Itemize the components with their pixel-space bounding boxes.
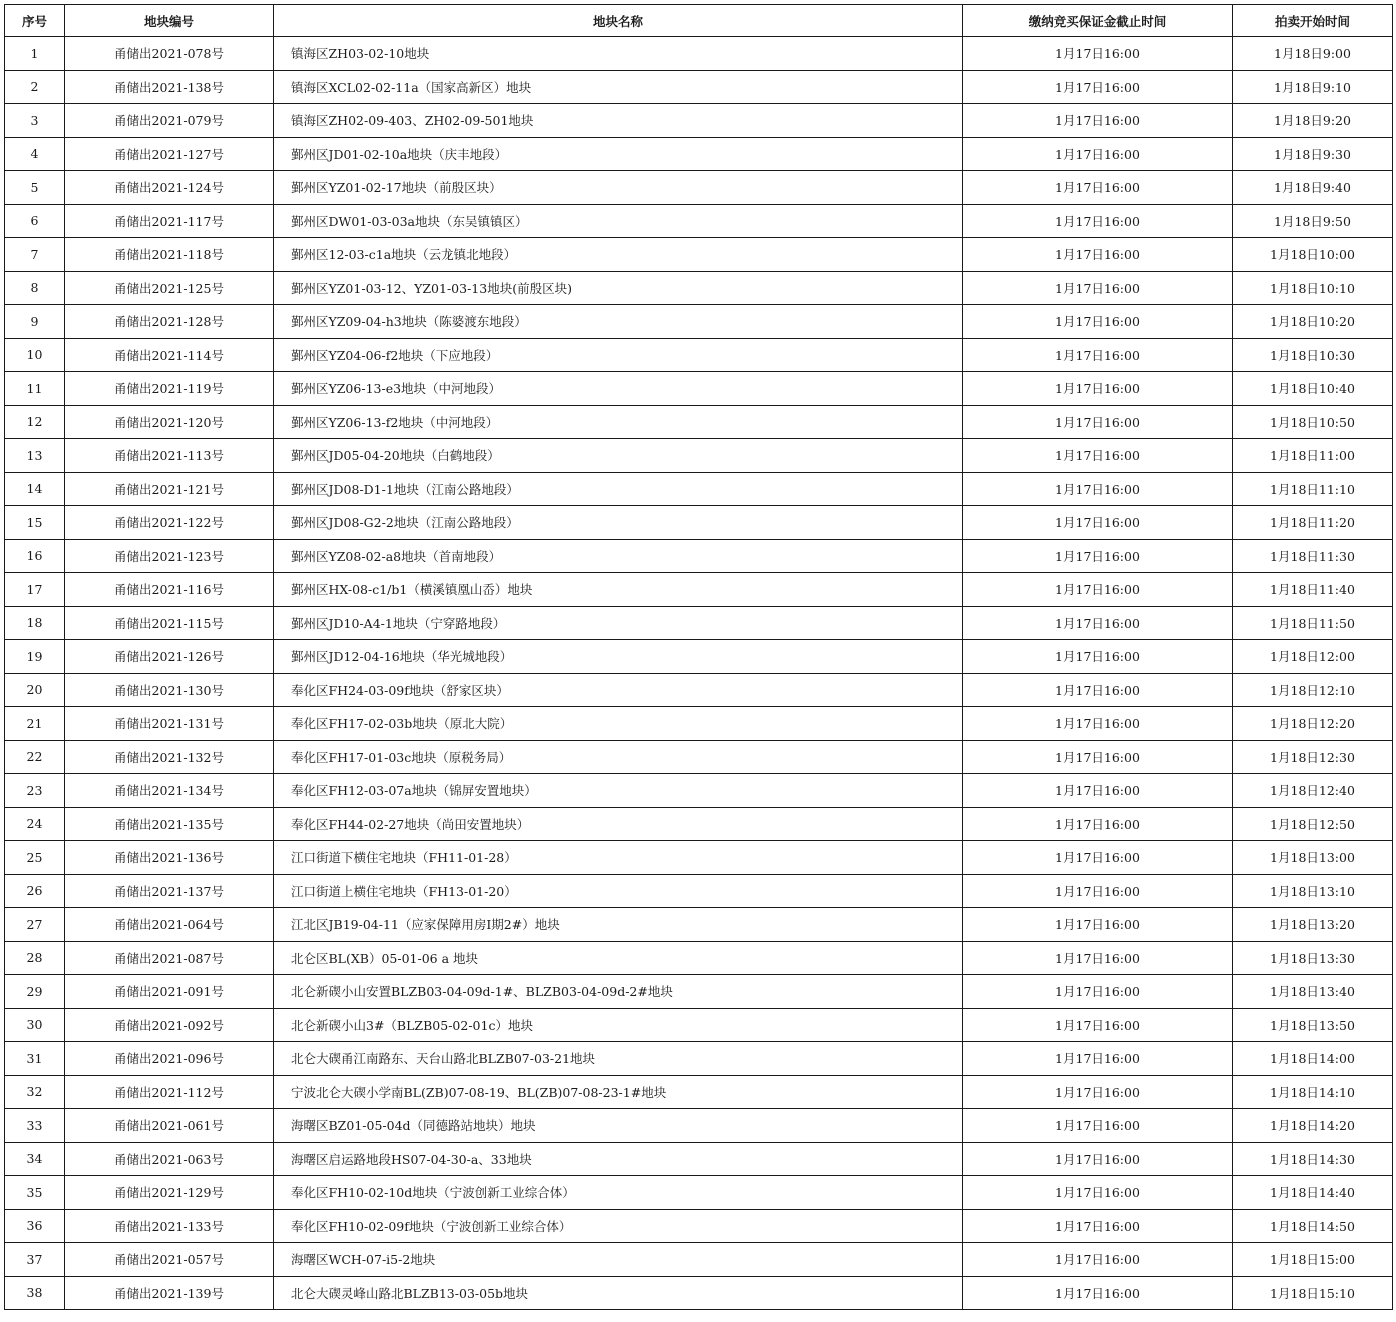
- table-row: [5, 104, 1393, 138]
- deposit-deadline-cell: 1月17日16:00: [963, 204, 1233, 238]
- plot-number-cell: 甬储出2021-092号: [65, 1008, 274, 1042]
- plot-number-cell: 甬储出2021-116号: [65, 573, 274, 607]
- deposit-deadline-cell: 1月17日16:00: [963, 1176, 1233, 1210]
- table-row: [5, 1176, 1393, 1210]
- plot-name-cell: 宁波北仑大碶小学南BL(ZB)07-08-19、BL(ZB)07-08-23-1#地块: [274, 1075, 963, 1109]
- auction-start-cell: 1月18日9:00: [1233, 37, 1393, 71]
- plot-number-cell: 甬储出2021-087号: [65, 941, 274, 975]
- header-deposit-deadline: 缴纳竞买保证金截止时间: [963, 5, 1233, 37]
- plot-name-cell: 鄞州区JD10-A4-1地块（宁穿路地段）: [274, 606, 963, 640]
- auction-start-cell: 1月18日12:00: [1233, 640, 1393, 674]
- plot-number-cell: 甬储出2021-131号: [65, 707, 274, 741]
- auction-start-cell: 1月18日14:00: [1233, 1042, 1393, 1076]
- table-row: [5, 874, 1393, 908]
- deposit-deadline-cell: 1月17日16:00: [963, 305, 1233, 339]
- plot-name-cell: 北仑新碶小山安置BLZB03-04-09d-1#、BLZB03-04-09d-2#地块: [274, 975, 963, 1009]
- deposit-deadline-cell: 1月17日16:00: [963, 372, 1233, 406]
- table-row: [5, 70, 1393, 104]
- deposit-deadline-cell: 1月17日16:00: [963, 941, 1233, 975]
- table-row: [5, 238, 1393, 272]
- auction-start-cell: 1月18日13:30: [1233, 941, 1393, 975]
- deposit-deadline-cell: 1月17日16:00: [963, 338, 1233, 372]
- plot-number-cell: 甬储出2021-123号: [65, 539, 274, 573]
- auction-start-cell: 1月18日14:10: [1233, 1075, 1393, 1109]
- plot-number-cell: 甬储出2021-137号: [65, 874, 274, 908]
- table-header-row: [5, 5, 1393, 37]
- index-cell: 13: [5, 439, 65, 473]
- plot-number-cell: 甬储出2021-079号: [65, 104, 274, 138]
- table-row: [5, 439, 1393, 473]
- plot-name-cell: 北仑大碶甬江南路东、天台山路北BLZB07-03-21地块: [274, 1042, 963, 1076]
- plot-number-cell: 甬储出2021-119号: [65, 372, 274, 406]
- plot-number-cell: 甬储出2021-091号: [65, 975, 274, 1009]
- deposit-deadline-cell: 1月17日16:00: [963, 640, 1233, 674]
- auction-start-cell: 1月18日13:40: [1233, 975, 1393, 1009]
- table-row: [5, 673, 1393, 707]
- plot-name-cell: 镇海区ZH02-09-403、ZH02-09-501地块: [274, 104, 963, 138]
- table-row: [5, 1042, 1393, 1076]
- index-cell: 4: [5, 137, 65, 171]
- plot-number-cell: 甬储出2021-121号: [65, 472, 274, 506]
- index-cell: 21: [5, 707, 65, 741]
- auction-start-cell: 1月18日13:10: [1233, 874, 1393, 908]
- auction-start-cell: 1月18日14:20: [1233, 1109, 1393, 1143]
- auction-start-cell: 1月18日14:40: [1233, 1176, 1393, 1210]
- auction-start-cell: 1月18日12:40: [1233, 774, 1393, 808]
- index-cell: 8: [5, 271, 65, 305]
- table-row: [5, 305, 1393, 339]
- deposit-deadline-cell: 1月17日16:00: [963, 1209, 1233, 1243]
- index-cell: 28: [5, 941, 65, 975]
- plot-name-cell: 鄞州区DW01-03-03a地块（东吴镇镇区）: [274, 204, 963, 238]
- deposit-deadline-cell: 1月17日16:00: [963, 1142, 1233, 1176]
- plot-name-cell: 镇海区ZH03-02-10地块: [274, 37, 963, 71]
- plot-name-cell: 江北区JB19-04-11（应家保障用房I期2#）地块: [274, 908, 963, 942]
- index-cell: 25: [5, 841, 65, 875]
- table-row: [5, 841, 1393, 875]
- plot-number-cell: 甬储出2021-117号: [65, 204, 274, 238]
- table-row: [5, 908, 1393, 942]
- table-row: [5, 1075, 1393, 1109]
- table-row: [5, 1142, 1393, 1176]
- index-cell: 35: [5, 1176, 65, 1210]
- index-cell: 1: [5, 37, 65, 71]
- index-cell: 33: [5, 1109, 65, 1143]
- auction-start-cell: 1月18日12:10: [1233, 673, 1393, 707]
- plot-number-cell: 甬储出2021-061号: [65, 1109, 274, 1143]
- plot-name-cell: 奉化区FH10-02-10d地块（宁波创新工业综合体）: [274, 1176, 963, 1210]
- table-body: [5, 37, 1393, 1310]
- land-auction-table: [4, 4, 1393, 1310]
- index-cell: 6: [5, 204, 65, 238]
- index-cell: 17: [5, 573, 65, 607]
- deposit-deadline-cell: 1月17日16:00: [963, 573, 1233, 607]
- deposit-deadline-cell: 1月17日16:00: [963, 673, 1233, 707]
- table-row: [5, 405, 1393, 439]
- plot-name-cell: 鄞州区YZ06-13-e3地块（中河地段）: [274, 372, 963, 406]
- table-row: [5, 606, 1393, 640]
- plot-name-cell: 北仑新碶小山3#（BLZB05-02-01c）地块: [274, 1008, 963, 1042]
- deposit-deadline-cell: 1月17日16:00: [963, 137, 1233, 171]
- deposit-deadline-cell: 1月17日16:00: [963, 1109, 1233, 1143]
- deposit-deadline-cell: 1月17日16:00: [963, 70, 1233, 104]
- deposit-deadline-cell: 1月17日16:00: [963, 506, 1233, 540]
- plot-name-cell: 鄞州区YZ06-13-f2地块（中河地段）: [274, 405, 963, 439]
- deposit-deadline-cell: 1月17日16:00: [963, 807, 1233, 841]
- table-row: [5, 506, 1393, 540]
- index-cell: 26: [5, 874, 65, 908]
- index-cell: 7: [5, 238, 65, 272]
- index-cell: 23: [5, 774, 65, 808]
- auction-start-cell: 1月18日13:50: [1233, 1008, 1393, 1042]
- deposit-deadline-cell: 1月17日16:00: [963, 104, 1233, 138]
- deposit-deadline-cell: 1月17日16:00: [963, 707, 1233, 741]
- auction-start-cell: 1月18日11:10: [1233, 472, 1393, 506]
- table-row: [5, 707, 1393, 741]
- auction-start-cell: 1月18日15:00: [1233, 1243, 1393, 1277]
- deposit-deadline-cell: 1月17日16:00: [963, 472, 1233, 506]
- plot-number-cell: 甬储出2021-133号: [65, 1209, 274, 1243]
- plot-name-cell: 海曙区WCH-07-i5-2地块: [274, 1243, 963, 1277]
- plot-name-cell: 奉化区FH44-02-27地块（尚田安置地块）: [274, 807, 963, 841]
- auction-start-cell: 1月18日10:40: [1233, 372, 1393, 406]
- index-cell: 34: [5, 1142, 65, 1176]
- plot-number-cell: 甬储出2021-139号: [65, 1276, 274, 1310]
- deposit-deadline-cell: 1月17日16:00: [963, 774, 1233, 808]
- index-cell: 22: [5, 740, 65, 774]
- deposit-deadline-cell: 1月17日16:00: [963, 1008, 1233, 1042]
- auction-start-cell: 1月18日9:10: [1233, 70, 1393, 104]
- auction-start-cell: 1月18日12:20: [1233, 707, 1393, 741]
- index-cell: 5: [5, 171, 65, 205]
- table-row: [5, 740, 1393, 774]
- index-cell: 16: [5, 539, 65, 573]
- index-cell: 20: [5, 673, 65, 707]
- plot-name-cell: 奉化区FH12-03-07a地块（锦屏安置地块）: [274, 774, 963, 808]
- table-row: [5, 941, 1393, 975]
- deposit-deadline-cell: 1月17日16:00: [963, 238, 1233, 272]
- table-row: [5, 372, 1393, 406]
- plot-number-cell: 甬储出2021-064号: [65, 908, 274, 942]
- plot-name-cell: 鄞州区YZ01-03-12、YZ01-03-13地块(前殷区块): [274, 271, 963, 305]
- index-cell: 24: [5, 807, 65, 841]
- deposit-deadline-cell: 1月17日16:00: [963, 539, 1233, 573]
- index-cell: 36: [5, 1209, 65, 1243]
- table-row: [5, 1209, 1393, 1243]
- plot-number-cell: 甬储出2021-132号: [65, 740, 274, 774]
- index-cell: 12: [5, 405, 65, 439]
- index-cell: 31: [5, 1042, 65, 1076]
- plot-number-cell: 甬储出2021-125号: [65, 271, 274, 305]
- auction-start-cell: 1月18日11:30: [1233, 539, 1393, 573]
- table-row: [5, 1109, 1393, 1143]
- deposit-deadline-cell: 1月17日16:00: [963, 1276, 1233, 1310]
- index-cell: 32: [5, 1075, 65, 1109]
- plot-number-cell: 甬储出2021-134号: [65, 774, 274, 808]
- table-row: [5, 1243, 1393, 1277]
- plot-name-cell: 奉化区FH10-02-09f地块（宁波创新工业综合体）: [274, 1209, 963, 1243]
- deposit-deadline-cell: 1月17日16:00: [963, 975, 1233, 1009]
- plot-name-cell: 海曙区BZ01-05-04d（同德路站地块）地块: [274, 1109, 963, 1143]
- auction-start-cell: 1月18日9:30: [1233, 137, 1393, 171]
- plot-number-cell: 甬储出2021-114号: [65, 338, 274, 372]
- auction-start-cell: 1月18日14:50: [1233, 1209, 1393, 1243]
- table-row: [5, 204, 1393, 238]
- auction-start-cell: 1月18日15:10: [1233, 1276, 1393, 1310]
- auction-start-cell: 1月18日10:30: [1233, 338, 1393, 372]
- plot-number-cell: 甬储出2021-136号: [65, 841, 274, 875]
- table-row: [5, 1276, 1393, 1310]
- plot-name-cell: 北仑区BL(XB）05-01-06 a 地块: [274, 941, 963, 975]
- auction-start-cell: 1月18日13:00: [1233, 841, 1393, 875]
- auction-start-cell: 1月18日9:50: [1233, 204, 1393, 238]
- plot-name-cell: 奉化区FH24-03-09f地块（舒家区块）: [274, 673, 963, 707]
- index-cell: 15: [5, 506, 65, 540]
- index-cell: 9: [5, 305, 65, 339]
- plot-name-cell: 鄞州区YZ01-02-17地块（前殷区块）: [274, 171, 963, 205]
- plot-number-cell: 甬储出2021-127号: [65, 137, 274, 171]
- auction-start-cell: 1月18日11:20: [1233, 506, 1393, 540]
- plot-number-cell: 甬储出2021-122号: [65, 506, 274, 540]
- deposit-deadline-cell: 1月17日16:00: [963, 171, 1233, 205]
- deposit-deadline-cell: 1月17日16:00: [963, 908, 1233, 942]
- index-cell: 29: [5, 975, 65, 1009]
- plot-number-cell: 甬储出2021-063号: [65, 1142, 274, 1176]
- plot-number-cell: 甬储出2021-113号: [65, 439, 274, 473]
- index-cell: 3: [5, 104, 65, 138]
- deposit-deadline-cell: 1月17日16:00: [963, 405, 1233, 439]
- auction-start-cell: 1月18日9:20: [1233, 104, 1393, 138]
- table-row: [5, 338, 1393, 372]
- header-plot-name: 地块名称: [274, 5, 963, 37]
- table-row: [5, 774, 1393, 808]
- index-cell: 30: [5, 1008, 65, 1042]
- plot-name-cell: 奉化区FH17-01-03c地块（原税务局）: [274, 740, 963, 774]
- plot-name-cell: 鄞州区JD08-G2-2地块（江南公路地段）: [274, 506, 963, 540]
- table-row: [5, 807, 1393, 841]
- plot-number-cell: 甬储出2021-128号: [65, 305, 274, 339]
- plot-name-cell: 江口街道下横住宅地块（FH11-01-28）: [274, 841, 963, 875]
- auction-start-cell: 1月18日12:30: [1233, 740, 1393, 774]
- auction-start-cell: 1月18日14:30: [1233, 1142, 1393, 1176]
- index-cell: 37: [5, 1243, 65, 1277]
- plot-number-cell: 甬储出2021-126号: [65, 640, 274, 674]
- auction-start-cell: 1月18日10:50: [1233, 405, 1393, 439]
- plot-name-cell: 鄞州区YZ04-06-f2地块（下应地段）: [274, 338, 963, 372]
- plot-number-cell: 甬储出2021-135号: [65, 807, 274, 841]
- auction-start-cell: 1月18日10:00: [1233, 238, 1393, 272]
- plot-name-cell: 鄞州区YZ09-04-h3地块（陈婆渡东地段）: [274, 305, 963, 339]
- index-cell: 19: [5, 640, 65, 674]
- auction-start-cell: 1月18日11:50: [1233, 606, 1393, 640]
- plot-number-cell: 甬储出2021-130号: [65, 673, 274, 707]
- header-plot-number: 地块编号: [65, 5, 274, 37]
- auction-start-cell: 1月18日12:50: [1233, 807, 1393, 841]
- deposit-deadline-cell: 1月17日16:00: [963, 1243, 1233, 1277]
- plot-name-cell: 鄞州区HX-08-c1/b1（横溪镇凰山岙）地块: [274, 573, 963, 607]
- plot-number-cell: 甬储出2021-112号: [65, 1075, 274, 1109]
- table-row: [5, 640, 1393, 674]
- plot-name-cell: 江口街道上横住宅地块（FH13-01-20）: [274, 874, 963, 908]
- plot-number-cell: 甬储出2021-120号: [65, 405, 274, 439]
- deposit-deadline-cell: 1月17日16:00: [963, 37, 1233, 71]
- auction-start-cell: 1月18日11:00: [1233, 439, 1393, 473]
- plot-name-cell: 奉化区FH17-02-03b地块（原北大院）: [274, 707, 963, 741]
- deposit-deadline-cell: 1月17日16:00: [963, 740, 1233, 774]
- plot-name-cell: 海曙区启运路地段HS07-04-30-a、33地块: [274, 1142, 963, 1176]
- index-cell: 10: [5, 338, 65, 372]
- plot-number-cell: 甬储出2021-118号: [65, 238, 274, 272]
- deposit-deadline-cell: 1月17日16:00: [963, 606, 1233, 640]
- index-cell: 27: [5, 908, 65, 942]
- plot-name-cell: 鄞州区JD01-02-10a地块（庆丰地段）: [274, 137, 963, 171]
- plot-number-cell: 甬储出2021-115号: [65, 606, 274, 640]
- table-row: [5, 37, 1393, 71]
- auction-start-cell: 1月18日13:20: [1233, 908, 1393, 942]
- plot-name-cell: 鄞州区12-03-c1a地块（云龙镇北地段）: [274, 238, 963, 272]
- plot-number-cell: 甬储出2021-129号: [65, 1176, 274, 1210]
- table-row: [5, 472, 1393, 506]
- deposit-deadline-cell: 1月17日16:00: [963, 1042, 1233, 1076]
- index-cell: 18: [5, 606, 65, 640]
- plot-number-cell: 甬储出2021-124号: [65, 171, 274, 205]
- table-row: [5, 171, 1393, 205]
- plot-number-cell: 甬储出2021-096号: [65, 1042, 274, 1076]
- header-index: 序号: [5, 5, 65, 37]
- deposit-deadline-cell: 1月17日16:00: [963, 439, 1233, 473]
- plot-number-cell: 甬储出2021-138号: [65, 70, 274, 104]
- plot-name-cell: 北仑大碶灵峰山路北BLZB13-03-05b地块: [274, 1276, 963, 1310]
- auction-start-cell: 1月18日10:10: [1233, 271, 1393, 305]
- plot-name-cell: 鄞州区YZ08-02-a8地块（首南地段）: [274, 539, 963, 573]
- index-cell: 38: [5, 1276, 65, 1310]
- table-row: [5, 573, 1393, 607]
- index-cell: 14: [5, 472, 65, 506]
- plot-name-cell: 鄞州区JD12-04-16地块（华光城地段）: [274, 640, 963, 674]
- auction-start-cell: 1月18日11:40: [1233, 573, 1393, 607]
- plot-name-cell: 鄞州区JD05-04-20地块（白鹤地段）: [274, 439, 963, 473]
- table-row: [5, 1008, 1393, 1042]
- deposit-deadline-cell: 1月17日16:00: [963, 1075, 1233, 1109]
- plot-number-cell: 甬储出2021-057号: [65, 1243, 274, 1277]
- auction-start-cell: 1月18日10:20: [1233, 305, 1393, 339]
- table-row: [5, 539, 1393, 573]
- index-cell: 11: [5, 372, 65, 406]
- auction-start-cell: 1月18日9:40: [1233, 171, 1393, 205]
- table-row: [5, 975, 1393, 1009]
- plot-name-cell: 镇海区XCL02-02-11a（国家高新区）地块: [274, 70, 963, 104]
- deposit-deadline-cell: 1月17日16:00: [963, 271, 1233, 305]
- deposit-deadline-cell: 1月17日16:00: [963, 841, 1233, 875]
- index-cell: 2: [5, 70, 65, 104]
- plot-name-cell: 鄞州区JD08-D1-1地块（江南公路地段）: [274, 472, 963, 506]
- plot-number-cell: 甬储出2021-078号: [65, 37, 274, 71]
- table-row: [5, 271, 1393, 305]
- header-auction-start: 拍卖开始时间: [1233, 5, 1393, 37]
- table-row: [5, 137, 1393, 171]
- deposit-deadline-cell: 1月17日16:00: [963, 874, 1233, 908]
